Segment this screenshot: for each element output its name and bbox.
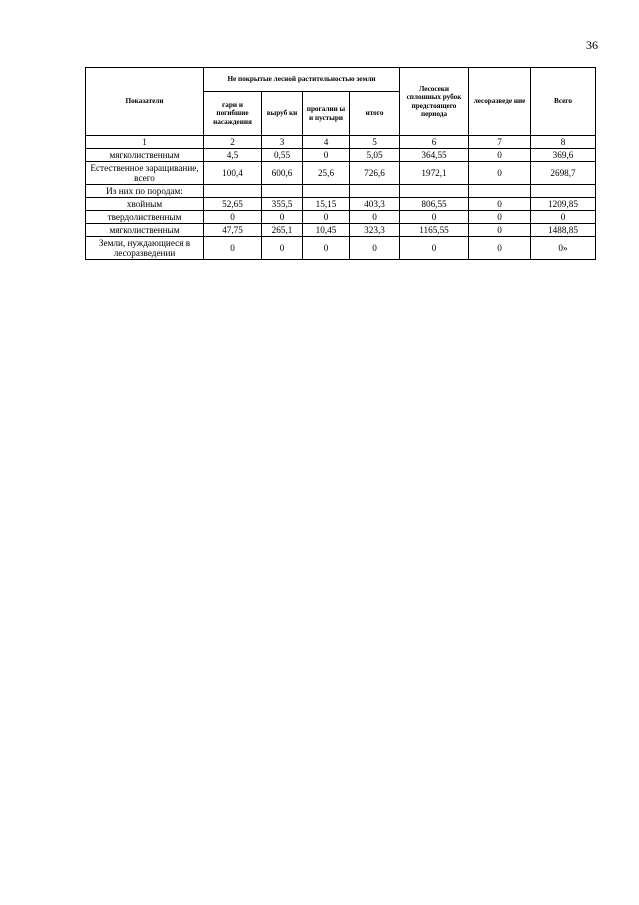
header-burnt: гари и погибшие насаждения (204, 92, 262, 136)
table-cell (469, 185, 531, 198)
col-number: 4 (303, 136, 350, 149)
table-cell: 323,3 (350, 224, 400, 237)
header-group-uncovered: Не покрытые лесной растительностью земли (204, 68, 400, 92)
table-cell: 0 (400, 237, 469, 260)
table-cell: 4,5 (204, 149, 262, 162)
row-label: Земли, нуждающиеся в лесоразведении (86, 237, 204, 260)
table-row (86, 198, 596, 211)
table-cell: 369,6 (531, 149, 596, 162)
row-label: Естественное заращивание, всего (86, 162, 204, 185)
table-row (86, 211, 596, 224)
table-cell: 0 (469, 237, 531, 260)
data-table (85, 67, 596, 260)
table-cell: 5,05 (350, 149, 400, 162)
table-cell (204, 185, 262, 198)
table-cell: 1209,85 (531, 198, 596, 211)
table-cell: 100,4 (204, 162, 262, 185)
table-cell: 10,45 (303, 224, 350, 237)
table-cell: 806,55 (400, 198, 469, 211)
col-number: 6 (400, 136, 469, 149)
table-cell: 52,65 (204, 198, 262, 211)
table-cell: 0 (262, 211, 303, 224)
table-cell: 2698,7 (531, 162, 596, 185)
table-cell: 0 (469, 162, 531, 185)
row-label: твердолиственным (86, 211, 204, 224)
table-cell: 0 (350, 237, 400, 260)
table-row (86, 185, 596, 198)
table-cell: 0 (262, 237, 303, 260)
table-cell: 1488,85 (531, 224, 596, 237)
table-cell: 0 (400, 211, 469, 224)
table-cell: 0 (303, 211, 350, 224)
table-cell: 0 (303, 149, 350, 162)
table-row (86, 224, 596, 237)
table-cell: 15,15 (303, 198, 350, 211)
header-glades: прогалин ы и пустыри (303, 92, 350, 136)
table-row (86, 237, 596, 260)
table-cell: 0 (469, 149, 531, 162)
col-number: 1 (86, 136, 204, 149)
table-cell: 0 (204, 237, 262, 260)
row-label: Из них по породам: (86, 185, 204, 198)
table-cell (531, 185, 596, 198)
table-cell: 265,1 (262, 224, 303, 237)
table-cell: 726,6 (350, 162, 400, 185)
col-number: 8 (531, 136, 596, 149)
table-cell: 600,6 (262, 162, 303, 185)
table-cell: 47,75 (204, 224, 262, 237)
table-cell (400, 185, 469, 198)
table-cell: 0 (531, 211, 596, 224)
col-number: 7 (469, 136, 531, 149)
table-cell (350, 185, 400, 198)
row-label: мягколиственным (86, 224, 204, 237)
table-cell (262, 185, 303, 198)
header-cuttings: выруб ки (262, 92, 303, 136)
table-cell: 0 (469, 211, 531, 224)
table-cell: 0» (531, 237, 596, 260)
column-number-row (86, 136, 596, 149)
page-number: 36 (586, 38, 598, 52)
row-label: мягколиственным (86, 149, 204, 162)
header-clearcuts: Лесосеки сплошных рубок предстоящего периода (400, 68, 469, 136)
col-number: 2 (204, 136, 262, 149)
col-number: 3 (262, 136, 303, 149)
row-label: хвойным (86, 198, 204, 211)
table-cell (303, 185, 350, 198)
table-cell: 25,6 (303, 162, 350, 185)
table-cell: 0 (303, 237, 350, 260)
col-number: 5 (350, 136, 400, 149)
table-cell: 1165,55 (400, 224, 469, 237)
header-subtotal: итого (350, 92, 400, 136)
table-cell: 403,3 (350, 198, 400, 211)
header-total: Всего (531, 68, 596, 136)
table-row (86, 162, 596, 185)
table-cell: 1972,1 (400, 162, 469, 185)
header-indicators: Показатели (86, 68, 204, 136)
table-row (86, 149, 596, 162)
header-reforestation: лесоразведе ние (469, 68, 531, 136)
table-cell: 0 (469, 224, 531, 237)
table-cell: 0 (469, 198, 531, 211)
table-cell: 0 (350, 211, 400, 224)
table-cell: 364,55 (400, 149, 469, 162)
table-cell: 0,55 (262, 149, 303, 162)
table-cell: 355,5 (262, 198, 303, 211)
table-cell: 0 (204, 211, 262, 224)
